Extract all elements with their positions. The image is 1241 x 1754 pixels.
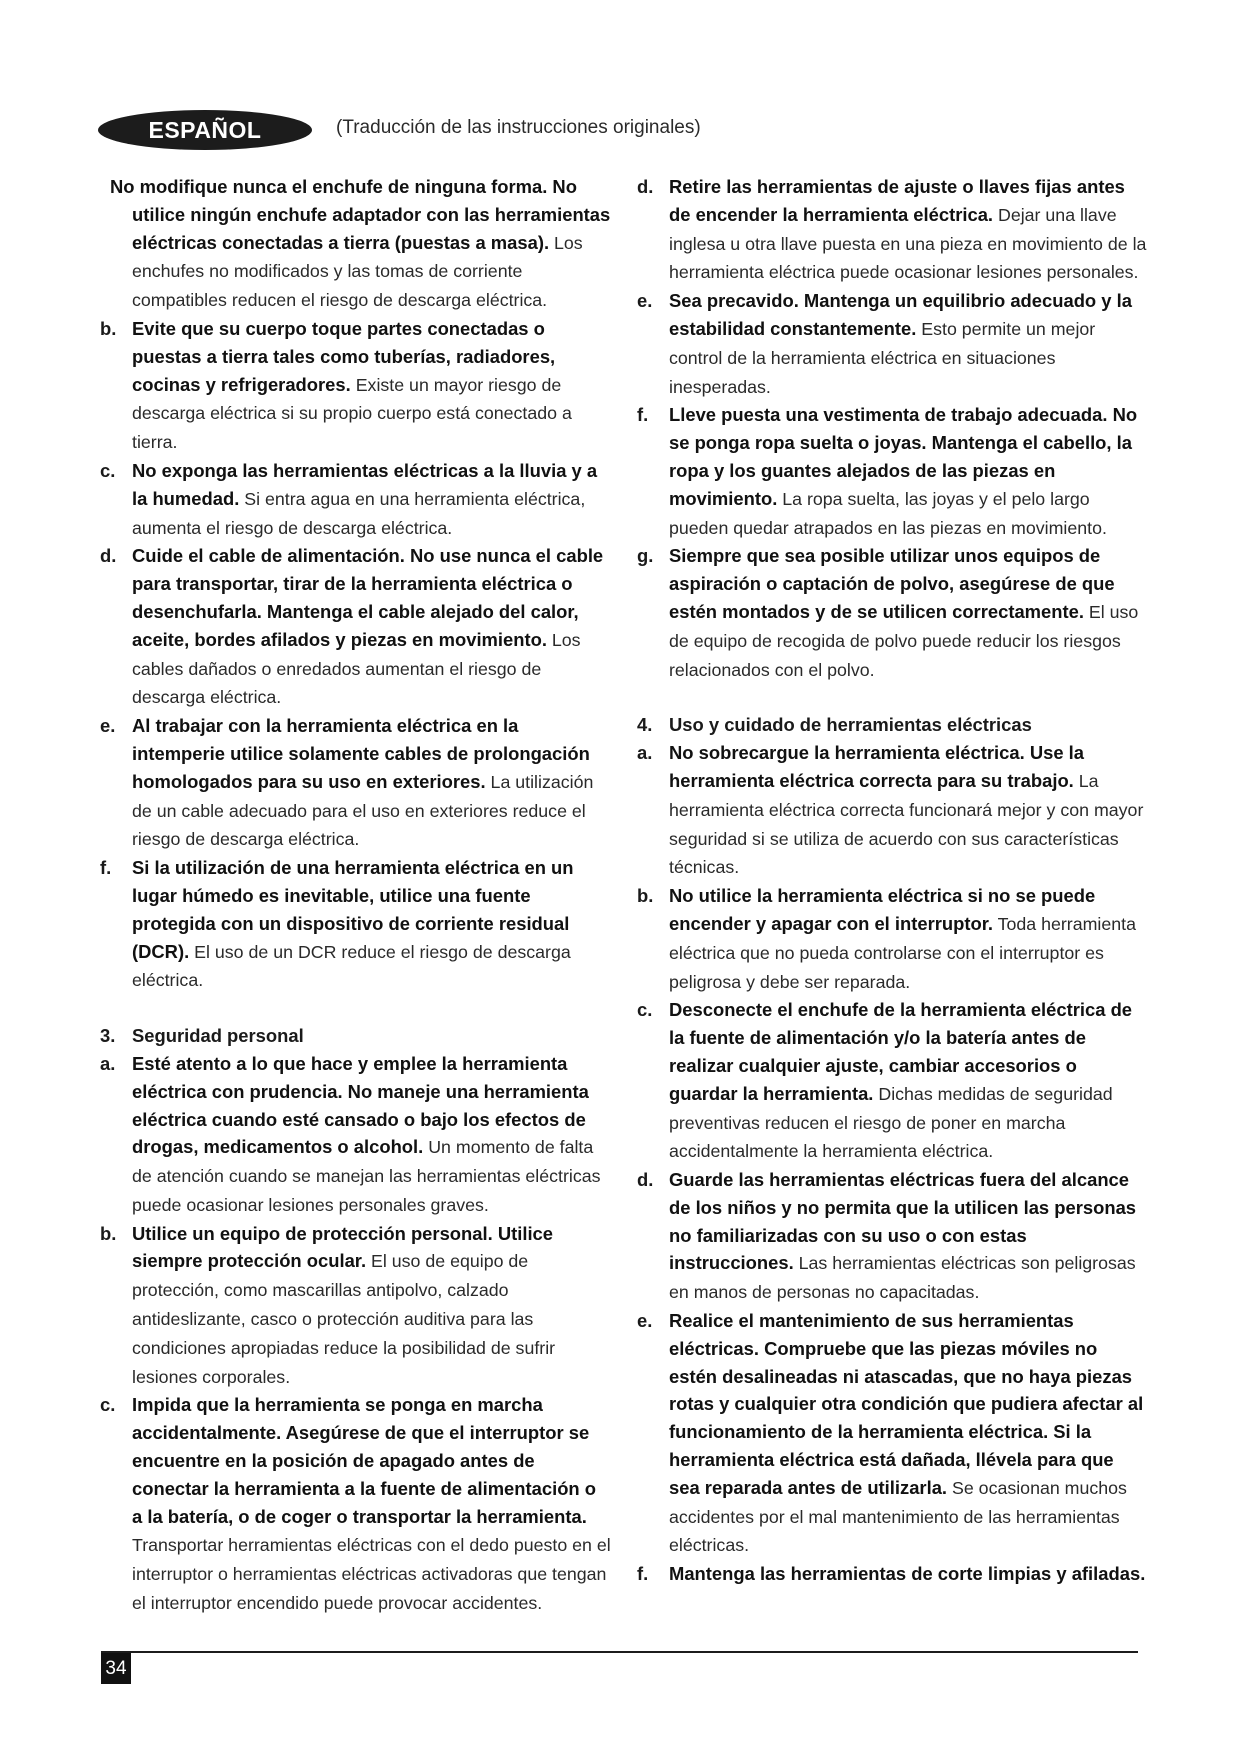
section-heading [98,1022,611,1050]
item-text: El uso de equipo de protección, como mascarillas antipolvo, calzado antideslizante, casco o protección auditiva para las condiciones apropiadas reduce la posibilidad de sufrir lesiones corporales. [132,1251,556,1387]
item-text: Existe un mayor riesgo de descarga eléctrica si su propio cuerpo está conectado a tierra. [132,374,572,453]
item-heading: Siempre que sea posible utilizar unos equipos de aspiración o captación de polvo, asegúrese de que estén montados y de se utilicen correctamente. [669,545,1115,622]
item-label: b. [100,1222,117,1244]
item-text: Dejar una llave inglesa u otra llave puesta en una pieza en movimiento de la herramienta eléctrica puede ocasionar lesiones personales. [669,204,1147,283]
page-subtitle: (Traducción de las instrucciones originales) [336,117,701,138]
list-item [98,542,611,712]
item-text: La ropa suelta, las joyas y el pelo largo pueden quedar atrapados en las piezas en movimiento. [669,488,1107,538]
item-text: El uso de equipo de recogida de polvo puede reducir los riesgos relacionados con el polvo. [669,601,1139,680]
item-heading: Desconecte el enchufe de la herramienta eléctrica de la fuente de alimentación y/o la batería antes de realizar cualquier ajuste, cambiar accesorios o guardar la herramienta. [669,999,1133,1104]
list-item [635,1560,1147,1589]
item-label: f. [637,1563,649,1585]
item-label: c. [637,999,653,1021]
item-heading: No exponga las herramientas eléctricas a la lluvia y a la humedad. [132,459,598,509]
list-item [98,1391,611,1617]
item-label: c. [100,459,116,481]
item-text: Un momento de falta de atención cuando se manejan las herramientas eléctricas puede ocasionar lesiones personales graves. [132,1137,601,1215]
item-heading: No modifique nunca el enchufe de ninguna forma. No utilice ningún enchufe adaptador con las herramientas eléctricas conectadas a tierra (puestas a masa). [110,176,611,253]
item-label: d. [637,1169,654,1191]
section-title: Seguridad personal [132,1025,304,1047]
section-heading [635,711,1147,739]
item-text: La herramienta eléctrica correcta funcionará mejor y con mayor seguridad si se utiliza de acuerdo con sus características técnicas. [669,770,1144,878]
list-item [98,457,611,542]
item-label: f. [637,404,649,426]
item-label: d. [637,176,654,197]
section-number: 3. [100,1025,116,1047]
list-item [635,996,1147,1166]
footer-rule [101,1651,1138,1653]
item-label: d. [100,545,117,567]
list-item [98,712,611,854]
item-text: La utilización de un cable adecuado para el uso en exteriores reduce el riesgo de descarga eléctrica. [132,771,594,850]
item-heading: Utilice un equipo de protección personal. Utilice siempre protección ocular. [132,1222,554,1272]
list-item [635,739,1147,882]
item-text: Esto permite un mejor control de la herramienta eléctrica en situaciones inesperadas. [669,318,1096,397]
item-heading: No sobrecargue la herramienta eléctrica. Use la herramienta eléctrica correcta para su trabajo. [669,742,1085,791]
list-item [98,854,611,995]
item-label: c. [100,1394,116,1416]
item-heading: Lleve puesta una vestimenta de trabajo adecuada. No se ponga ropa suelta o joyas. Mantenga el cabello, la ropa y los guantes alejados de las piezas en movimiento. [669,404,1138,509]
item-text: Transportar herramientas eléctricas con el dedo puesto en el interruptor o herramientas eléctricas activadoras que tengan el interruptor encendido puede provocar accidentes. [132,1535,611,1614]
page-number: 34 [101,1653,131,1684]
item-text: Los enchufes no modificados y las tomas de corriente compatibles reducen el riesgo de descarga eléctrica. [132,232,583,311]
item-text: Se ocasionan muchos accidentes por el mal mantenimiento de las herramientas eléctricas. [669,1477,1127,1556]
section-title: Uso y cuidado de herramientas eléctricas [669,714,1032,736]
list-item [98,315,611,457]
item-text: Toda herramienta eléctrica que no pueda controlarse con el interruptor es peligrosa y debe ser reparada. [669,913,1136,992]
item-heading: Cuide el cable de alimentación. No use nunca el cable para transportar, tirar de la herramienta eléctrica o desenchufarla. Mantenga el cable alejado del calor, aceite, bordes afilados y piezas en movimiento. [132,545,604,650]
item-text: El uso de un DCR reduce el riesgo de descarga eléctrica. [132,941,571,991]
right-column [635,173,1147,1589]
item-label: a. [637,742,653,764]
item-heading: Evite que su cuerpo toque partes conectadas o puestas a tierra tales como tuberías, radiadores, cocinas y refrigeradores. [132,317,556,395]
item-text: Dichas medidas de seguridad preventivas reducen el riesgo de poner en marcha accidentalmente la herramienta eléctrica. [669,1083,1113,1162]
list-item [635,173,1147,287]
item-heading: Impida que la herramienta se ponga en marcha accidentalmente. Asegúrese de que el interruptor se encuentre en la posición de apagado antes de conectar la herramienta a la fuente de alimentación o a la batería, o de coger o transportar la herramienta. [132,1394,597,1527]
list-item [635,882,1147,996]
item-text: Si entra agua en una herramienta eléctrica, aumenta el riesgo de descarga eléctrica. [132,488,586,538]
list-item [98,173,611,315]
list-item [635,287,1147,401]
list-item [98,1050,611,1220]
item-label: b. [100,317,117,339]
item-heading: Sea precavido. Mantenga un equilibrio adecuado y la estabilidad constantemente. [669,290,1132,339]
list-item [635,542,1147,684]
item-heading: No utilice la herramienta eléctrica si no se puede encender y apagar con el interruptor. [669,885,1096,934]
item-heading: Mantenga las herramientas de corte limpias y afiladas. [669,1563,1146,1585]
item-heading: Realice el mantenimiento de sus herramientas eléctricas. Compruebe que las piezas móviles no estén desalineadas ni atascadas, que no haya piezas rotas y cualquier otra condición que pudiera afectar al funcionamiento de la herramienta eléctrica. Si la herramienta eléctrica está dañada, llévela para que sea reparada antes de utilizarla. [669,1310,1144,1498]
left-column [98,173,611,1618]
list-item [635,1166,1147,1307]
item-label: b. [637,885,654,907]
item-heading: Guarde las herramientas eléctricas fuera del alcance de los niños y no permita que la utilicen las personas no familiarizadas con su uso o con estas instrucciones. [669,1169,1137,1274]
list-item [635,1307,1147,1560]
item-heading: Retire las herramientas de ajuste o llaves fijas antes de encender la herramienta eléctrica. [669,176,1125,225]
item-label: e. [637,290,653,312]
item-heading: Esté atento a lo que hace y emplee la herramienta eléctrica con prudencia. No maneje una herramienta eléctrica cuando esté cansado o bajo los efectos de drogas, medicamentos o alcohol. [132,1052,589,1158]
item-label: g. [637,545,654,567]
item-label: f. [100,857,112,879]
item-heading: Si la utilización de una herramienta eléctrica en un lugar húmedo es inevitable, utilice una fuente protegida con un dispositivo de corriente residual (DCR). [132,857,574,962]
list-item [635,401,1147,542]
item-label: e. [637,1310,653,1332]
item-label: e. [100,715,116,737]
section-number: 4. [637,714,653,736]
language-badge: ESPAÑOL [98,110,312,150]
list-item [98,1220,611,1392]
item-heading: Al trabajar con la herramienta eléctrica en la intemperie utilice solamente cables de prolongación homologados para su uso en exteriores. [132,715,590,792]
item-text: Las herramientas eléctricas son peligrosas en manos de personas no capacitadas. [669,1253,1136,1303]
item-label: a. [100,1052,116,1074]
item-text: Los cables dañados o enredados aumentan el riesgo de descarga eléctrica. [132,629,581,708]
